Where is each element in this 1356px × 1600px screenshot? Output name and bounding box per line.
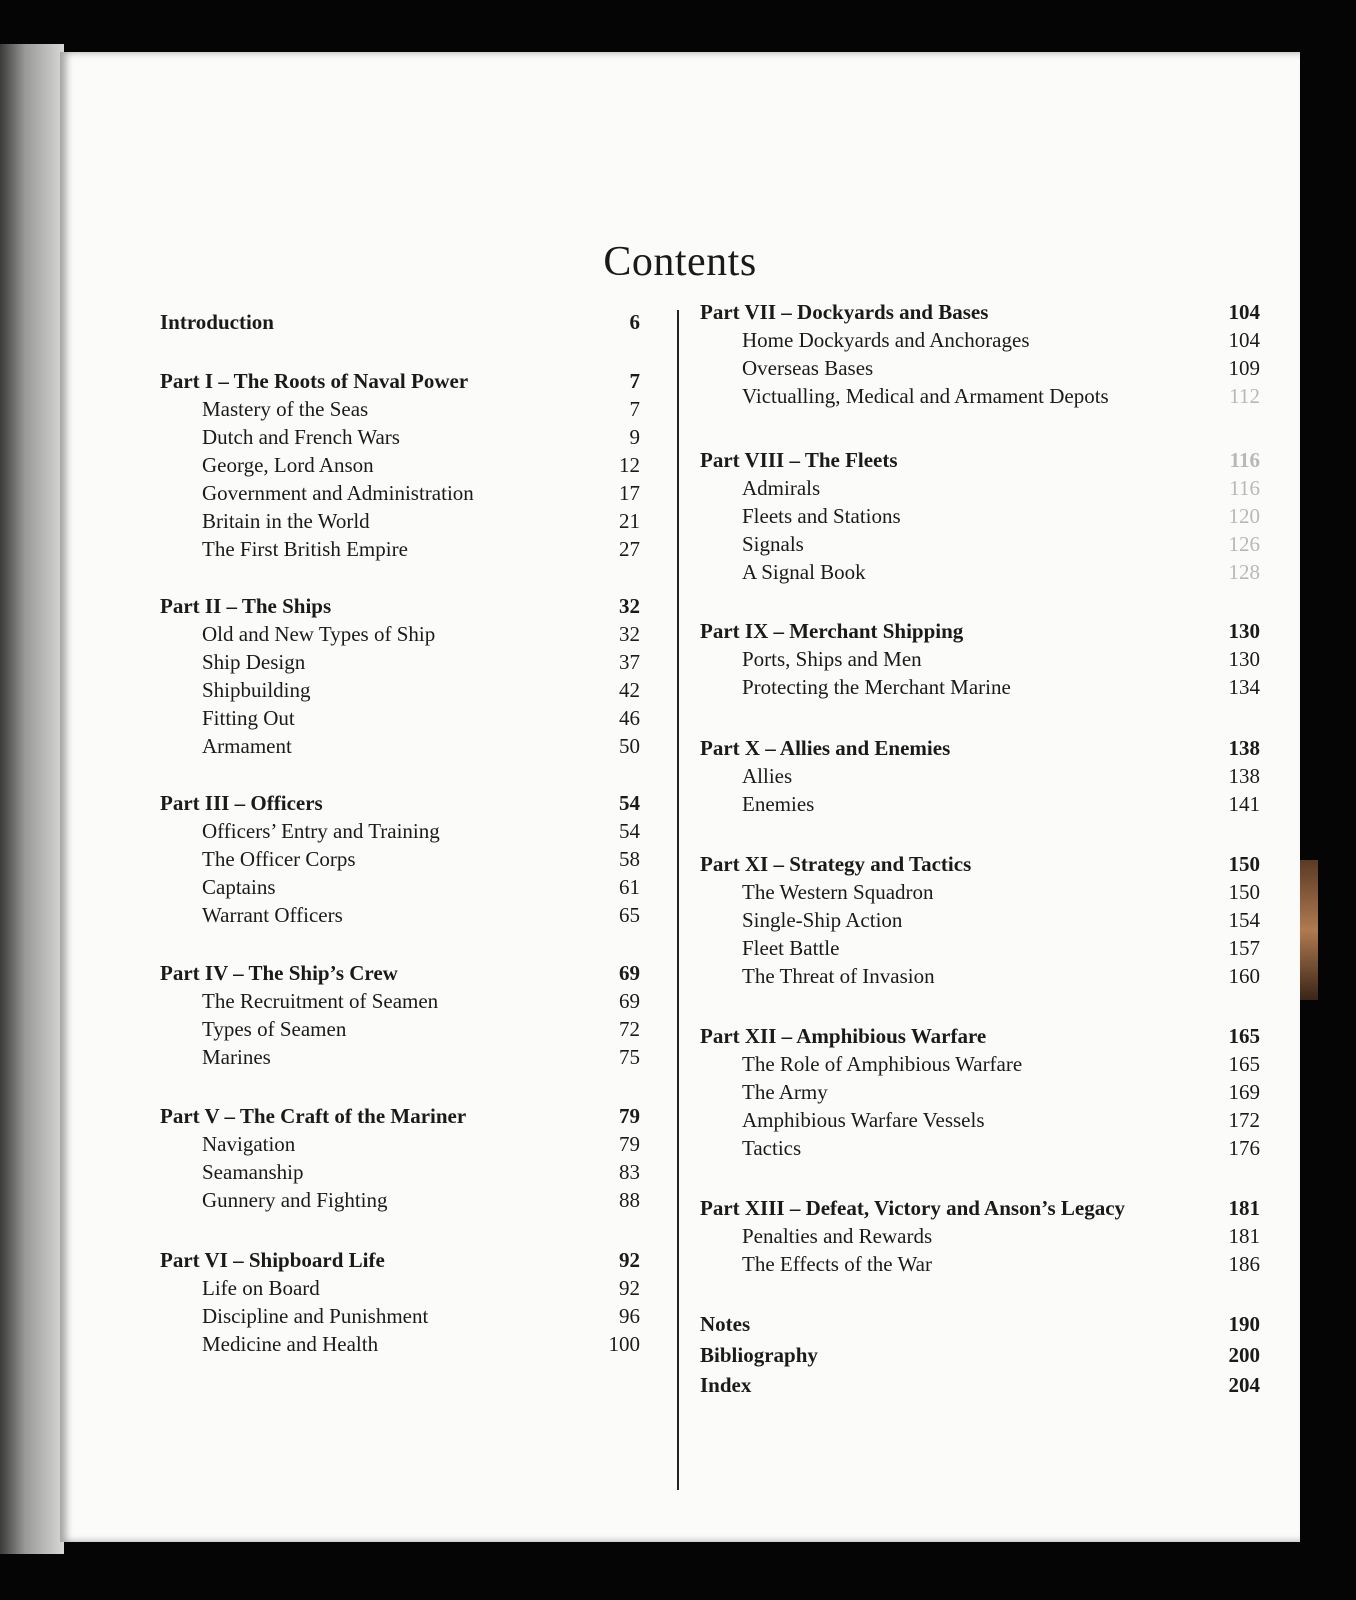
book-page	[60, 52, 1300, 1542]
toc-page-number: 181	[1228, 1224, 1260, 1248]
toc-heading-row	[700, 1194, 1260, 1222]
toc-heading-row	[700, 734, 1260, 762]
toc-entry-row	[160, 395, 640, 423]
toc-entry-label: Admirals	[742, 476, 821, 500]
toc-entry-label: Part IV – The Ship’s Crew	[160, 961, 398, 985]
toc-page-number: 61	[619, 875, 640, 899]
toc-page-number: 169	[1228, 1080, 1260, 1104]
toc-entry-label: Officers’ Entry and Training	[202, 819, 440, 843]
toc-entry-label: The Effects of the War	[742, 1252, 932, 1276]
toc-entry-label: Old and New Types of Ship	[202, 622, 436, 646]
page-edge-tab	[1300, 860, 1318, 1000]
toc-page-number: 150	[1228, 852, 1260, 876]
toc-entry-row	[700, 906, 1260, 934]
toc-entry-label: Ship Design	[202, 650, 306, 674]
column-divider	[677, 310, 679, 1490]
toc-page-number: 130	[1228, 647, 1260, 671]
toc-entry-row	[160, 507, 640, 535]
toc-entry-row	[160, 873, 640, 901]
toc-entry-row	[700, 790, 1260, 818]
toc-heading-row	[160, 367, 640, 395]
toc-page-number: 72	[619, 1017, 640, 1041]
toc-page-number: 69	[619, 989, 640, 1013]
toc-page-number: 116	[1229, 476, 1260, 500]
toc-page-number: 150	[1228, 880, 1260, 904]
toc-entry-label: Types of Seamen	[202, 1017, 347, 1041]
toc-entry-row	[700, 530, 1260, 558]
toc-entry-label: Part X – Allies and Enemies	[700, 736, 951, 760]
toc-page-number: 27	[619, 537, 640, 561]
toc-entry-label: Navigation	[202, 1132, 296, 1156]
toc-page-number: 172	[1228, 1108, 1260, 1132]
toc-page-number: 50	[619, 734, 640, 758]
toc-entry-row	[160, 1015, 640, 1043]
toc-entry-label: Government and Administration	[202, 481, 474, 505]
toc-page-number: 190	[1228, 1312, 1260, 1336]
toc-heading-row	[160, 1246, 640, 1274]
toc-entry-row	[160, 732, 640, 760]
toc-page-number: 54	[619, 819, 640, 843]
toc-entry-label: Mastery of the Seas	[202, 397, 369, 421]
toc-page-number: 130	[1228, 619, 1260, 643]
toc-page-number: 7	[629, 397, 640, 421]
toc-heading-row	[160, 592, 640, 620]
toc-entry-row	[700, 354, 1260, 382]
toc-entry-label: Medicine and Health	[202, 1332, 379, 1356]
toc-entry-label: Part VI – Shipboard Life	[160, 1248, 385, 1272]
toc-entry-label: Discipline and Punishment	[202, 1304, 429, 1328]
toc-entry-label: Overseas Bases	[742, 356, 874, 380]
toc-entry-label: Part III – Officers	[160, 791, 323, 815]
toc-entry-row	[160, 620, 640, 648]
toc-entry-row	[160, 901, 640, 929]
toc-page-number: 37	[619, 650, 640, 674]
toc-heading-row	[160, 308, 640, 336]
toc-page-number: 116	[1229, 448, 1260, 472]
toc-page-number: 104	[1228, 300, 1260, 324]
toc-page-number: 69	[619, 961, 640, 985]
toc-entry-label: Tactics	[742, 1136, 802, 1160]
toc-entry-label: Single-Ship Action	[742, 908, 903, 932]
toc-entry-row	[700, 1222, 1260, 1250]
toc-entry-row	[700, 1106, 1260, 1134]
toc-page-number: 176	[1228, 1136, 1260, 1160]
toc-entry-row	[700, 762, 1260, 790]
toc-entry-row	[160, 817, 640, 845]
toc-entry-label: The Threat of Invasion	[742, 964, 935, 988]
toc-heading-row	[160, 959, 640, 987]
toc-page-number: 92	[619, 1248, 640, 1272]
toc-page-number: 96	[619, 1304, 640, 1328]
toc-entry-row	[160, 1274, 640, 1302]
toc-entry-label: George, Lord Anson	[202, 453, 374, 477]
toc-heading-row	[700, 446, 1260, 474]
toc-entry-label: Warrant Officers	[202, 903, 343, 927]
toc-page-number: 46	[619, 706, 640, 730]
toc-entry-label: Britain in the World	[202, 509, 370, 533]
toc-page-number: 128	[1228, 560, 1260, 584]
toc-page-number: 120	[1228, 504, 1260, 528]
toc-entry-row	[700, 962, 1260, 990]
toc-heading-row	[700, 1310, 1260, 1338]
toc-page-number: 32	[619, 622, 640, 646]
toc-page-number: 88	[619, 1188, 640, 1212]
toc-heading-row	[700, 1371, 1260, 1399]
toc-entry-row	[700, 934, 1260, 962]
toc-entry-label: Bibliography	[700, 1343, 818, 1367]
toc-entry-label: Part VIII – The Fleets	[700, 448, 898, 472]
toc-page-number: 79	[619, 1104, 640, 1128]
toc-entry-row	[160, 1302, 640, 1330]
toc-entry-label: Signals	[742, 532, 804, 556]
toc-heading-row	[160, 1102, 640, 1130]
toc-entry-label: The Western Squadron	[742, 880, 934, 904]
toc-page-number: 79	[619, 1132, 640, 1156]
toc-entry-label: Fleet Battle	[742, 936, 840, 960]
toc-entry-row	[160, 704, 640, 732]
toc-entry-row	[160, 676, 640, 704]
toc-entry-label: Amphibious Warfare Vessels	[742, 1108, 985, 1132]
toc-entry-label: Fleets and Stations	[742, 504, 901, 528]
toc-page-number: 92	[619, 1276, 640, 1300]
toc-entry-label: Allies	[742, 764, 793, 788]
toc-entry-label: The Recruitment of Seamen	[202, 989, 439, 1013]
toc-entry-label: Part V – The Craft of the Mariner	[160, 1104, 467, 1128]
toc-entry-row	[700, 474, 1260, 502]
toc-heading-row	[700, 1022, 1260, 1050]
toc-entry-row	[160, 1043, 640, 1071]
toc-entry-row	[700, 645, 1260, 673]
toc-entry-label: Penalties and Rewards	[742, 1224, 933, 1248]
toc-page-number: 138	[1228, 764, 1260, 788]
toc-entry-label: Enemies	[742, 792, 815, 816]
toc-entry-label: The Officer Corps	[202, 847, 356, 871]
toc-entry-row	[160, 648, 640, 676]
toc-page-number: 65	[619, 903, 640, 927]
toc-heading-row	[700, 850, 1260, 878]
toc-heading-row	[700, 298, 1260, 326]
toc-page-number: 186	[1228, 1252, 1260, 1276]
toc-entry-label: Seamanship	[202, 1160, 304, 1184]
toc-entry-row	[700, 1250, 1260, 1278]
toc-entry-label: Fitting Out	[202, 706, 295, 730]
toc-page-number: 204	[1228, 1373, 1260, 1397]
toc-entry-label: Armament	[202, 734, 292, 758]
facing-page-edge	[0, 44, 64, 1554]
toc-entry-row	[160, 535, 640, 563]
toc-entry-row	[160, 1186, 640, 1214]
toc-entry-label: Ports, Ships and Men	[742, 647, 922, 671]
toc-entry-label: Captains	[202, 875, 276, 899]
page-title: Contents	[603, 239, 757, 286]
toc-heading-row	[700, 1341, 1260, 1369]
toc-entry-row	[700, 1050, 1260, 1078]
toc-entry-row	[700, 502, 1260, 530]
toc-entry-row	[160, 451, 640, 479]
toc-page-number: 200	[1228, 1343, 1260, 1367]
toc-page-number: 181	[1228, 1196, 1260, 1220]
toc-page-number: 165	[1228, 1024, 1260, 1048]
toc-entry-label: Part II – The Ships	[160, 594, 332, 618]
toc-entry-label: The First British Empire	[202, 537, 408, 561]
toc-page-number: 134	[1228, 675, 1260, 699]
toc-page-number: 12	[619, 453, 640, 477]
toc-entry-row	[700, 878, 1260, 906]
toc-entry-label: Part XI – Strategy and Tactics	[700, 852, 972, 876]
toc-entry-label: Notes	[700, 1312, 751, 1336]
toc-entry-row	[160, 987, 640, 1015]
toc-page-number: 138	[1228, 736, 1260, 760]
toc-page-number: 160	[1228, 964, 1260, 988]
toc-entry-label: Part XII – Amphibious Warfare	[700, 1024, 987, 1048]
toc-entry-row	[160, 845, 640, 873]
toc-entry-label: Part VII – Dockyards and Bases	[700, 300, 989, 324]
toc-page-number: 75	[619, 1045, 640, 1069]
toc-page-number: 157	[1228, 936, 1260, 960]
toc-entry-row	[160, 1158, 640, 1186]
toc-page-number: 109	[1228, 356, 1260, 380]
toc-entry-label: Protecting the Merchant Marine	[742, 675, 1011, 699]
toc-entry-label: Victualling, Medical and Armament Depots	[742, 384, 1109, 408]
toc-entry-label: The Army	[742, 1080, 828, 1104]
toc-page-number: 17	[619, 481, 640, 505]
toc-page-number: 126	[1228, 532, 1260, 556]
toc-entry-label: Part XIII – Defeat, Victory and Anson’s Legacy	[700, 1196, 1126, 1220]
toc-entry-row	[700, 1134, 1260, 1162]
toc-page-number: 6	[629, 310, 640, 334]
toc-entry-label: Gunnery and Fighting	[202, 1188, 388, 1212]
toc-entry-label: Part IX – Merchant Shipping	[700, 619, 964, 643]
toc-entry-row	[700, 382, 1260, 410]
toc-entry-label: Marines	[202, 1045, 271, 1069]
toc-page-number: 32	[619, 594, 640, 618]
toc-page-number: 154	[1228, 908, 1260, 932]
toc-page-number: 54	[619, 791, 640, 815]
toc-page-number: 165	[1228, 1052, 1260, 1076]
toc-page-number: 112	[1229, 384, 1260, 408]
toc-page-number: 141	[1228, 792, 1260, 816]
toc-entry-label: Part I – The Roots of Naval Power	[160, 369, 469, 393]
toc-entry-row	[160, 479, 640, 507]
toc-entry-label: Shipbuilding	[202, 678, 311, 702]
toc-page-number: 7	[629, 369, 640, 393]
toc-entry-row	[160, 1330, 640, 1358]
toc-entry-row	[160, 1130, 640, 1158]
toc-entry-row	[700, 558, 1260, 586]
toc-entry-label: Index	[700, 1373, 752, 1397]
toc-entry-row	[700, 1078, 1260, 1106]
toc-page-number: 21	[619, 509, 640, 533]
toc-page-number: 9	[629, 425, 640, 449]
toc-entry-label: Life on Board	[202, 1276, 320, 1300]
toc-entry-label: Home Dockyards and Anchorages	[742, 328, 1030, 352]
toc-entry-row	[700, 673, 1260, 701]
toc-entry-label: A Signal Book	[742, 560, 866, 584]
toc-entry-label: Dutch and French Wars	[202, 425, 400, 449]
toc-entry-label: The Role of Amphibious Warfare	[742, 1052, 1023, 1076]
toc-heading-row	[160, 789, 640, 817]
toc-page-number: 100	[608, 1332, 640, 1356]
toc-entry-label: Introduction	[160, 310, 274, 334]
toc-page-number: 83	[619, 1160, 640, 1184]
toc-page-number: 58	[619, 847, 640, 871]
toc-heading-row	[700, 617, 1260, 645]
toc-entry-row	[700, 326, 1260, 354]
toc-page-number: 42	[619, 678, 640, 702]
toc-entry-row	[160, 423, 640, 451]
toc-page-number: 104	[1228, 328, 1260, 352]
